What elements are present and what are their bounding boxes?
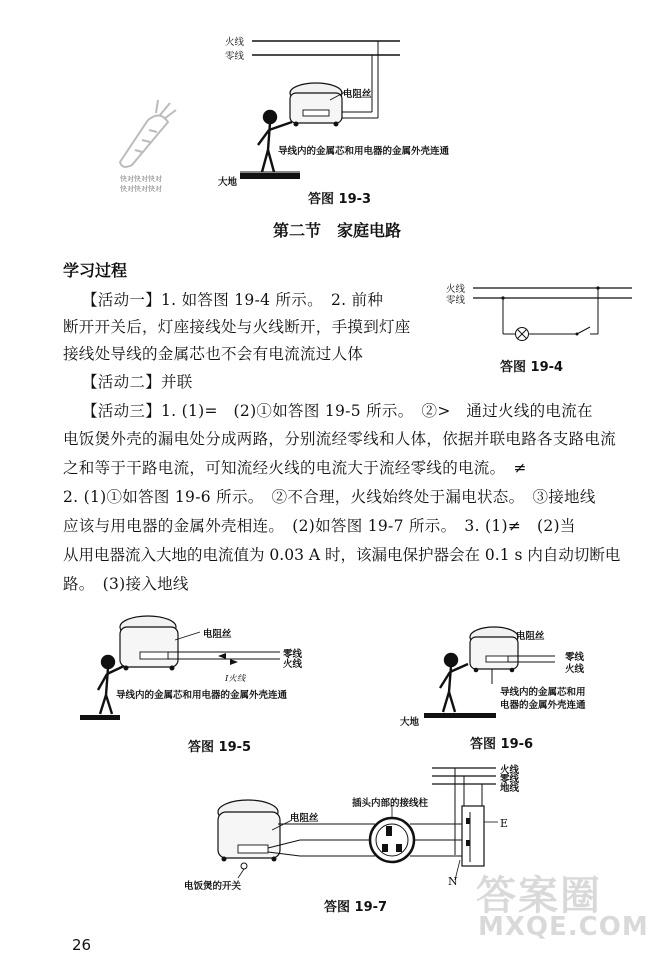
subheading: 学习过程 <box>63 261 128 280</box>
para-3-line-6: 从用电器流入大地的电流值为 0.03 A 时，该漏电保护器会在 0.1 s 内自动切断电 <box>63 546 621 564</box>
fig195-caption: 答图 19-5 <box>188 740 252 755</box>
fig195-resistor-label: 电阻丝 <box>203 629 232 640</box>
watermark-line-2: MXQE.COM <box>478 912 649 942</box>
fig197-e-label: E <box>500 817 509 830</box>
fig194-caption: 答图 19-4 <box>500 360 564 375</box>
para-3-line-3: 之和等于干路电流，可知流经火线的电流大于流经零线的电流。 ≠ <box>63 459 527 477</box>
fig193-resistor-label: 电阻丝 <box>343 89 372 100</box>
fig196-earth-label: 大地 <box>400 717 420 728</box>
section-title: 第二节 家庭电路 <box>273 221 402 240</box>
fig193-live-label: 火线 <box>225 37 245 48</box>
plug-icon <box>370 818 414 862</box>
para-1-line-1: 【活动一】1. 如答图 19-4 所示。 2. 前种 <box>82 291 384 309</box>
socket-icon <box>462 806 484 866</box>
fig197-neutral-label: 零线 <box>500 774 520 785</box>
fig196-neutral-label: 零线 <box>565 652 585 663</box>
fig196-caption: 答图 19-6 <box>470 737 534 752</box>
fig195-note: 导线内的金属芯和用电器的金属外壳连通 <box>116 690 288 701</box>
fig197-resistor-label: 电阻丝 <box>290 813 319 824</box>
para-3-line-2: 电饭煲外壳的漏电处分成两路，分别流经零线和人体，依据并联电路各支路电流 <box>63 430 617 448</box>
watermark-line-1: 答案圈 <box>476 873 602 919</box>
fig196-note-line-2: 电器的金属外壳连通 <box>500 700 586 711</box>
fig193-caption: 答图 19-3 <box>308 192 372 207</box>
rice-cooker-icon <box>218 800 280 869</box>
fig197-switch-label: 电饭煲的开关 <box>184 881 242 892</box>
para-2: 【活动二】并联 <box>82 373 193 391</box>
fig197-caption: 答图 19-7 <box>324 900 388 915</box>
fig194-live-label: 火线 <box>446 284 466 295</box>
logo-text-1: 快对快对快对 <box>120 175 162 183</box>
para-3-line-5: 应该与用电器的金属外壳相连。 (2)如答图 19-7 所示。 3. (1)≠ (2)当 <box>63 517 576 535</box>
fig197-live-label: 火线 <box>500 765 520 776</box>
fig194-neutral-label: 零线 <box>446 295 466 306</box>
fig197-n-label: N <box>448 875 458 888</box>
fig193-note: 导线内的金属芯和用电器的金属外壳连通 <box>278 146 450 157</box>
fig195-live-label: 火线 <box>283 659 303 670</box>
page-number: 26 <box>72 936 92 954</box>
fig196-live-label: 火线 <box>565 664 585 675</box>
para-1-line-3: 接线处导线的金属芯也不会有电流流过人体 <box>63 345 364 363</box>
fig193-neutral-label: 零线 <box>225 51 245 62</box>
logo-text-2: 快对快对快对 <box>120 185 162 193</box>
para-1-line-2: 断开开关后，灯座接线处与火线断开，手摸到灯座 <box>63 318 411 336</box>
para-3-line-4: 2. (1)①如答图 19-6 所示。 ②不合理，火线始终处于漏电状态。 ③接地线 <box>63 488 596 506</box>
fig197-ground-label: 地线 <box>500 783 520 794</box>
fig195-neutral-label: 零线 <box>283 649 303 660</box>
fig196-note-line-1: 导线内的金属芯和用 <box>500 687 586 698</box>
fig196-resistor-label: 电阻丝 <box>516 631 545 642</box>
fig193-earth-label: 大地 <box>218 177 238 188</box>
fig197-plug-label: 插头内部的接线柱 <box>352 798 429 809</box>
para-3-line-7: 路。 (3)接入地线 <box>63 575 189 593</box>
para-3-line-1: 【活动三】1. (1)= (2)①如答图 19-5 所示。 ②> 通过火线的电流在 <box>82 402 593 420</box>
fig195-current-label: I火线 <box>225 674 246 684</box>
